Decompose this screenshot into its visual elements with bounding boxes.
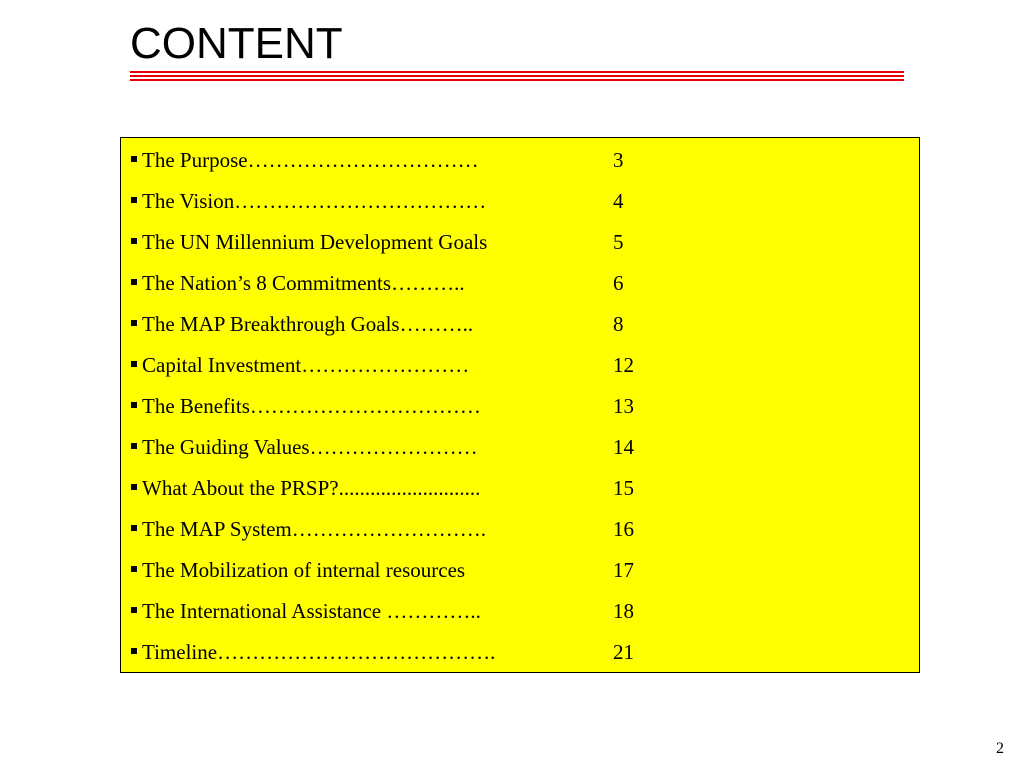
square-bullet-icon <box>131 361 137 367</box>
toc-item <box>131 144 624 185</box>
toc-item <box>131 554 634 595</box>
toc-item-label: The Guiding Values…………………… <box>142 435 478 459</box>
square-bullet-icon <box>131 402 137 408</box>
toc-item <box>131 595 634 636</box>
toc-item-label: The MAP System………………………. <box>142 517 486 541</box>
toc-item-page: 13 <box>613 394 634 418</box>
toc-item <box>131 636 634 677</box>
toc-item <box>131 267 624 308</box>
toc-item-label: The UN Millennium Development Goals <box>142 230 488 254</box>
square-bullet-icon <box>131 238 137 244</box>
toc-item-label: The Benefits…………………………… <box>142 394 481 418</box>
square-bullet-icon <box>131 320 137 326</box>
square-bullet-icon <box>131 648 137 654</box>
toc-item-page: 14 <box>613 435 634 459</box>
toc-item-label: The International Assistance ………….. <box>142 599 481 623</box>
toc-item-label: The Nation’s 8 Commitments……….. <box>142 271 465 295</box>
title-underline-rule <box>130 71 904 73</box>
toc-item <box>131 390 634 431</box>
toc-item-page: 4 <box>613 189 624 213</box>
table-of-contents-box <box>120 137 920 673</box>
title-underline-rule <box>130 79 904 81</box>
toc-item <box>131 349 634 390</box>
toc-item-page: 18 <box>613 599 634 623</box>
toc-item-label: The Vision……………………………… <box>142 189 487 213</box>
toc-item-page: 15 <box>613 476 634 500</box>
toc-item-label: What About the PRSP?........................... <box>142 476 481 500</box>
toc-item-page: 6 <box>613 271 624 295</box>
table-of-contents-list <box>131 144 634 677</box>
toc-item-label: The Purpose…………………………… <box>142 148 479 172</box>
square-bullet-icon <box>131 443 137 449</box>
toc-item <box>131 513 634 554</box>
toc-item-label: The MAP Breakthrough Goals……….. <box>142 312 474 336</box>
square-bullet-icon <box>131 156 137 162</box>
toc-item-page: 5 <box>613 230 624 254</box>
square-bullet-icon <box>131 279 137 285</box>
toc-item <box>131 226 624 267</box>
toc-item-page: 8 <box>613 312 624 336</box>
toc-item-page: 16 <box>613 517 634 541</box>
toc-item-label: Timeline…………………………………. <box>142 640 496 664</box>
toc-item-page: 12 <box>613 353 634 377</box>
toc-item <box>131 431 634 472</box>
toc-item-page: 17 <box>613 558 634 582</box>
toc-item-page: 21 <box>613 640 634 664</box>
toc-item <box>131 185 624 226</box>
square-bullet-icon <box>131 566 137 572</box>
toc-item <box>131 472 634 513</box>
slide-title: CONTENT <box>130 19 343 68</box>
toc-item <box>131 308 624 349</box>
slide-page-number: 2 <box>996 740 1004 757</box>
square-bullet-icon <box>131 525 137 531</box>
square-bullet-icon <box>131 197 137 203</box>
toc-item-label: Capital Investment…………………… <box>142 353 470 377</box>
toc-item-page: 3 <box>613 148 624 172</box>
toc-item-label: The Mobilization of internal resources <box>142 558 466 582</box>
title-underline-rule <box>130 75 904 77</box>
square-bullet-icon <box>131 484 137 490</box>
square-bullet-icon <box>131 607 137 613</box>
